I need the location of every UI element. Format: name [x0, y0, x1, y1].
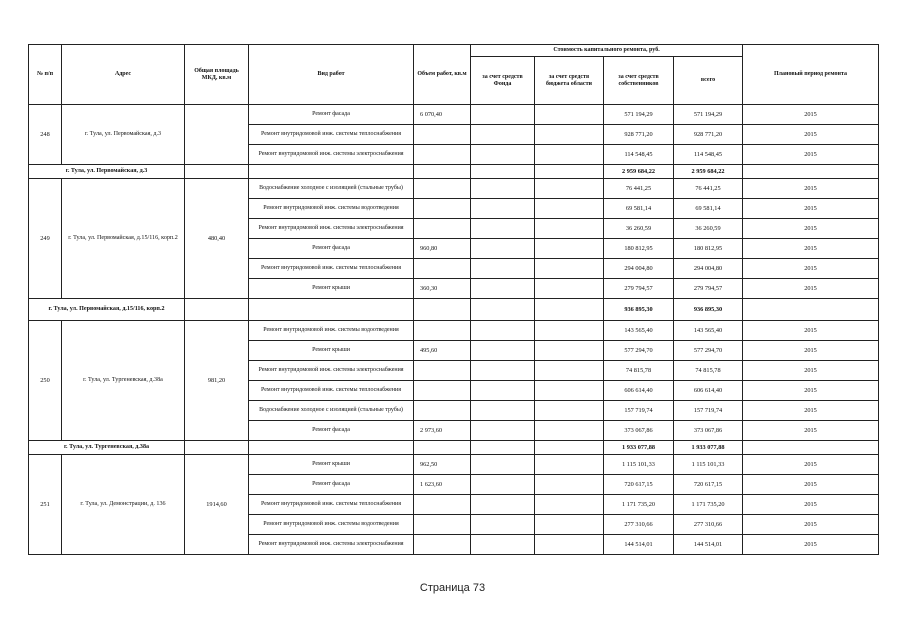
- work-type-cell: Ремонт фасада: [249, 105, 414, 125]
- region-cell: [535, 279, 604, 299]
- subtotal-volume: [414, 165, 471, 179]
- header-row-1: [29, 45, 879, 57]
- region-cell: [535, 145, 604, 165]
- header-total: всего: [674, 57, 743, 105]
- total-cost-cell: 571 194,29: [674, 105, 743, 125]
- subtotal-label: г. Тула, ул. Первомайская, д.3: [29, 165, 185, 179]
- total-cost-cell: 157 719,74: [674, 401, 743, 421]
- subtotal-owners: 1 933 077,88: [604, 441, 674, 455]
- fund-cell: [471, 239, 535, 259]
- period-cell: 2015: [743, 219, 879, 239]
- volume-cell: 495,60: [414, 341, 471, 361]
- fund-cell: [471, 125, 535, 145]
- subtotal-owners: 2 959 684,22: [604, 165, 674, 179]
- volume-cell: [414, 179, 471, 199]
- subtotal-fund: [471, 441, 535, 455]
- header-volume: Объем работ, кв.м: [414, 45, 471, 105]
- subtotal-region: [535, 165, 604, 179]
- owners-cost-cell: 606 614,40: [604, 381, 674, 401]
- fund-cell: [471, 199, 535, 219]
- region-cell: [535, 401, 604, 421]
- work-type-cell: Водоснабжение холодное с изоляцией (стальные трубы): [249, 401, 414, 421]
- period-cell: 2015: [743, 105, 879, 125]
- fund-cell: [471, 515, 535, 535]
- work-type-cell: Ремонт крыши: [249, 279, 414, 299]
- volume-cell: [414, 381, 471, 401]
- header-work: Вид работ: [249, 45, 414, 105]
- region-cell: [535, 455, 604, 475]
- owners-cost-cell: 1 115 101,33: [604, 455, 674, 475]
- subtotal-area: [185, 441, 249, 455]
- volume-cell: 360,30: [414, 279, 471, 299]
- table-row: [29, 105, 879, 125]
- volume-cell: [414, 401, 471, 421]
- header-fund: за счет средств Фонда: [471, 57, 535, 105]
- fund-cell: [471, 381, 535, 401]
- region-cell: [535, 421, 604, 441]
- page-number: Страница 73: [419, 582, 486, 594]
- subtotal-area: [185, 165, 249, 179]
- period-cell: 2015: [743, 515, 879, 535]
- row-number: 248: [29, 105, 62, 165]
- fund-cell: [471, 219, 535, 239]
- fund-cell: [471, 421, 535, 441]
- fund-cell: [471, 455, 535, 475]
- subtotal-label: г. Тула, ул. Первомайская, д.15/116, корп.2: [29, 299, 185, 321]
- volume-cell: [414, 535, 471, 555]
- total-cost-cell: 144 514,01: [674, 535, 743, 555]
- total-cost-cell: 1 115 101,33: [674, 455, 743, 475]
- area-cell: 480,40: [185, 179, 249, 299]
- address-cell: г. Тула, ул. Демонстрации, д. 136: [62, 455, 185, 555]
- owners-cost-cell: 144 514,01: [604, 535, 674, 555]
- region-cell: [535, 381, 604, 401]
- owners-cost-cell: 720 617,15: [604, 475, 674, 495]
- period-cell: 2015: [743, 495, 879, 515]
- owners-cost-cell: 69 581,14: [604, 199, 674, 219]
- area-cell: 1914,60: [185, 455, 249, 555]
- work-type-cell: Ремонт фасада: [249, 239, 414, 259]
- work-type-cell: Ремонт крыши: [249, 455, 414, 475]
- volume-cell: [414, 219, 471, 239]
- owners-cost-cell: 76 441,25: [604, 179, 674, 199]
- period-cell: 2015: [743, 341, 879, 361]
- volume-cell: [414, 125, 471, 145]
- owners-cost-cell: 157 719,74: [604, 401, 674, 421]
- owners-cost-cell: 279 794,57: [604, 279, 674, 299]
- owners-cost-cell: 294 004,80: [604, 259, 674, 279]
- period-cell: 2015: [743, 455, 879, 475]
- fund-cell: [471, 495, 535, 515]
- volume-cell: 962,50: [414, 455, 471, 475]
- period-cell: 2015: [743, 361, 879, 381]
- period-cell: 2015: [743, 401, 879, 421]
- region-cell: [535, 495, 604, 515]
- volume-cell: 960,80: [414, 239, 471, 259]
- fund-cell: [471, 401, 535, 421]
- region-cell: [535, 125, 604, 145]
- fund-cell: [471, 475, 535, 495]
- work-type-cell: Ремонт фасада: [249, 421, 414, 441]
- subtotal-period: [743, 441, 879, 455]
- period-cell: 2015: [743, 179, 879, 199]
- region-cell: [535, 321, 604, 341]
- volume-cell: 1 623,60: [414, 475, 471, 495]
- fund-cell: [471, 361, 535, 381]
- total-cost-cell: 1 171 735,20: [674, 495, 743, 515]
- total-cost-cell: 294 004,80: [674, 259, 743, 279]
- period-cell: 2015: [743, 421, 879, 441]
- fund-cell: [471, 341, 535, 361]
- volume-cell: [414, 259, 471, 279]
- subtotal-region: [535, 441, 604, 455]
- region-cell: [535, 535, 604, 555]
- address-cell: г. Тула, ул. Первомайская, д.3: [62, 105, 185, 165]
- region-cell: [535, 199, 604, 219]
- owners-cost-cell: 277 310,66: [604, 515, 674, 535]
- work-type-cell: Ремонт внутридомовой инж. системы теплоснабжения: [249, 381, 414, 401]
- area-cell: [185, 105, 249, 165]
- total-cost-cell: 114 548,45: [674, 145, 743, 165]
- work-type-cell: Ремонт внутридомовой инж. системы теплоснабжения: [249, 125, 414, 145]
- subtotal-row: [29, 165, 879, 179]
- total-cost-cell: 928 771,20: [674, 125, 743, 145]
- work-type-cell: Ремонт внутридомовой инж. системы водоотведения: [249, 321, 414, 341]
- work-type-cell: Ремонт внутридомовой инж. системы электроснабжения: [249, 219, 414, 239]
- subtotal-total: 1 933 077,88: [674, 441, 743, 455]
- subtotal-work: [249, 441, 414, 455]
- subtotal-area: [185, 299, 249, 321]
- total-cost-cell: 76 441,25: [674, 179, 743, 199]
- region-cell: [535, 239, 604, 259]
- period-cell: 2015: [743, 259, 879, 279]
- region-cell: [535, 259, 604, 279]
- header-region: за счет средств бюджета области: [535, 57, 604, 105]
- total-cost-cell: 720 617,15: [674, 475, 743, 495]
- subtotal-owners: 936 895,30: [604, 299, 674, 321]
- period-cell: 2015: [743, 381, 879, 401]
- area-cell: 981,20: [185, 321, 249, 441]
- subtotal-fund: [471, 165, 535, 179]
- owners-cost-cell: 1 171 735,20: [604, 495, 674, 515]
- fund-cell: [471, 321, 535, 341]
- subtotal-row: [29, 441, 879, 455]
- work-type-cell: Ремонт внутридомовой инж. системы электроснабжения: [249, 535, 414, 555]
- address-cell: г. Тула, ул. Первомайская, д.15/116, корп.2: [62, 179, 185, 299]
- total-cost-cell: 74 815,78: [674, 361, 743, 381]
- period-cell: 2015: [743, 145, 879, 165]
- owners-cost-cell: 373 067,86: [604, 421, 674, 441]
- table-row: [29, 455, 879, 475]
- region-cell: [535, 475, 604, 495]
- region-cell: [535, 341, 604, 361]
- work-type-cell: Ремонт внутридомовой инж. системы теплоснабжения: [249, 259, 414, 279]
- table-row: [29, 179, 879, 199]
- period-cell: 2015: [743, 475, 879, 495]
- header-owners: за счет средств собственников: [604, 57, 674, 105]
- total-cost-cell: 69 581,14: [674, 199, 743, 219]
- subtotal-volume: [414, 299, 471, 321]
- work-type-cell: Ремонт внутридомовой инж. системы водоотведения: [249, 199, 414, 219]
- header-period: Плановый период ремонта: [743, 45, 879, 105]
- owners-cost-cell: 928 771,20: [604, 125, 674, 145]
- subtotal-period: [743, 165, 879, 179]
- subtotal-region: [535, 299, 604, 321]
- subtotal-work: [249, 165, 414, 179]
- region-cell: [535, 105, 604, 125]
- subtotal-volume: [414, 441, 471, 455]
- capital-repair-table: [28, 44, 879, 555]
- volume-cell: [414, 145, 471, 165]
- owners-cost-cell: 180 812,95: [604, 239, 674, 259]
- volume-cell: 2 973,60: [414, 421, 471, 441]
- row-number: 250: [29, 321, 62, 441]
- volume-cell: [414, 515, 471, 535]
- total-cost-cell: 373 067,86: [674, 421, 743, 441]
- total-cost-cell: 143 565,40: [674, 321, 743, 341]
- total-cost-cell: 279 794,57: [674, 279, 743, 299]
- owners-cost-cell: 571 194,29: [604, 105, 674, 125]
- subtotal-row: [29, 299, 879, 321]
- region-cell: [535, 515, 604, 535]
- period-cell: 2015: [743, 535, 879, 555]
- work-type-cell: Ремонт внутридомовой инж. системы электроснабжения: [249, 361, 414, 381]
- owners-cost-cell: 74 815,78: [604, 361, 674, 381]
- owners-cost-cell: 114 548,45: [604, 145, 674, 165]
- period-cell: 2015: [743, 239, 879, 259]
- period-cell: 2015: [743, 125, 879, 145]
- work-type-cell: Ремонт фасада: [249, 475, 414, 495]
- total-cost-cell: 36 260,59: [674, 219, 743, 239]
- address-cell: г. Тула, ул. Тургеневская, д.38а: [62, 321, 185, 441]
- work-type-cell: Ремонт внутридомовой инж. системы электроснабжения: [249, 145, 414, 165]
- subtotal-work: [249, 299, 414, 321]
- volume-cell: [414, 361, 471, 381]
- region-cell: [535, 219, 604, 239]
- header-address: Адрес: [62, 45, 185, 105]
- period-cell: 2015: [743, 321, 879, 341]
- subtotal-fund: [471, 299, 535, 321]
- period-cell: 2015: [743, 279, 879, 299]
- owners-cost-cell: 143 565,40: [604, 321, 674, 341]
- fund-cell: [471, 179, 535, 199]
- total-cost-cell: 277 310,66: [674, 515, 743, 535]
- header-cost-group: Стоимость капитального ремонта, руб.: [471, 45, 743, 57]
- header-area: Общая площадь МКД, кв.м: [185, 45, 249, 105]
- table-body: [29, 105, 879, 555]
- work-type-cell: Ремонт крыши: [249, 341, 414, 361]
- fund-cell: [471, 535, 535, 555]
- row-number: 251: [29, 455, 62, 555]
- total-cost-cell: 180 812,95: [674, 239, 743, 259]
- subtotal-period: [743, 299, 879, 321]
- table-row: [29, 321, 879, 341]
- region-cell: [535, 361, 604, 381]
- fund-cell: [471, 259, 535, 279]
- work-type-cell: Ремонт внутридомовой инж. системы водоотведения: [249, 515, 414, 535]
- volume-cell: 6 070,40: [414, 105, 471, 125]
- total-cost-cell: 606 614,40: [674, 381, 743, 401]
- volume-cell: [414, 199, 471, 219]
- header-num: № п/п: [29, 45, 62, 105]
- subtotal-total: 936 895,30: [674, 299, 743, 321]
- work-type-cell: Водоснабжение холодное с изоляцией (стальные трубы): [249, 179, 414, 199]
- work-type-cell: Ремонт внутридомовой инж. системы теплоснабжения: [249, 495, 414, 515]
- fund-cell: [471, 105, 535, 125]
- region-cell: [535, 179, 604, 199]
- subtotal-total: 2 959 684,22: [674, 165, 743, 179]
- total-cost-cell: 577 294,70: [674, 341, 743, 361]
- fund-cell: [471, 279, 535, 299]
- owners-cost-cell: 577 294,70: [604, 341, 674, 361]
- fund-cell: [471, 145, 535, 165]
- period-cell: 2015: [743, 199, 879, 219]
- volume-cell: [414, 495, 471, 515]
- row-number: 249: [29, 179, 62, 299]
- subtotal-label: г. Тула, ул. Тургеневская, д.38а: [29, 441, 185, 455]
- owners-cost-cell: 36 260,59: [604, 219, 674, 239]
- volume-cell: [414, 321, 471, 341]
